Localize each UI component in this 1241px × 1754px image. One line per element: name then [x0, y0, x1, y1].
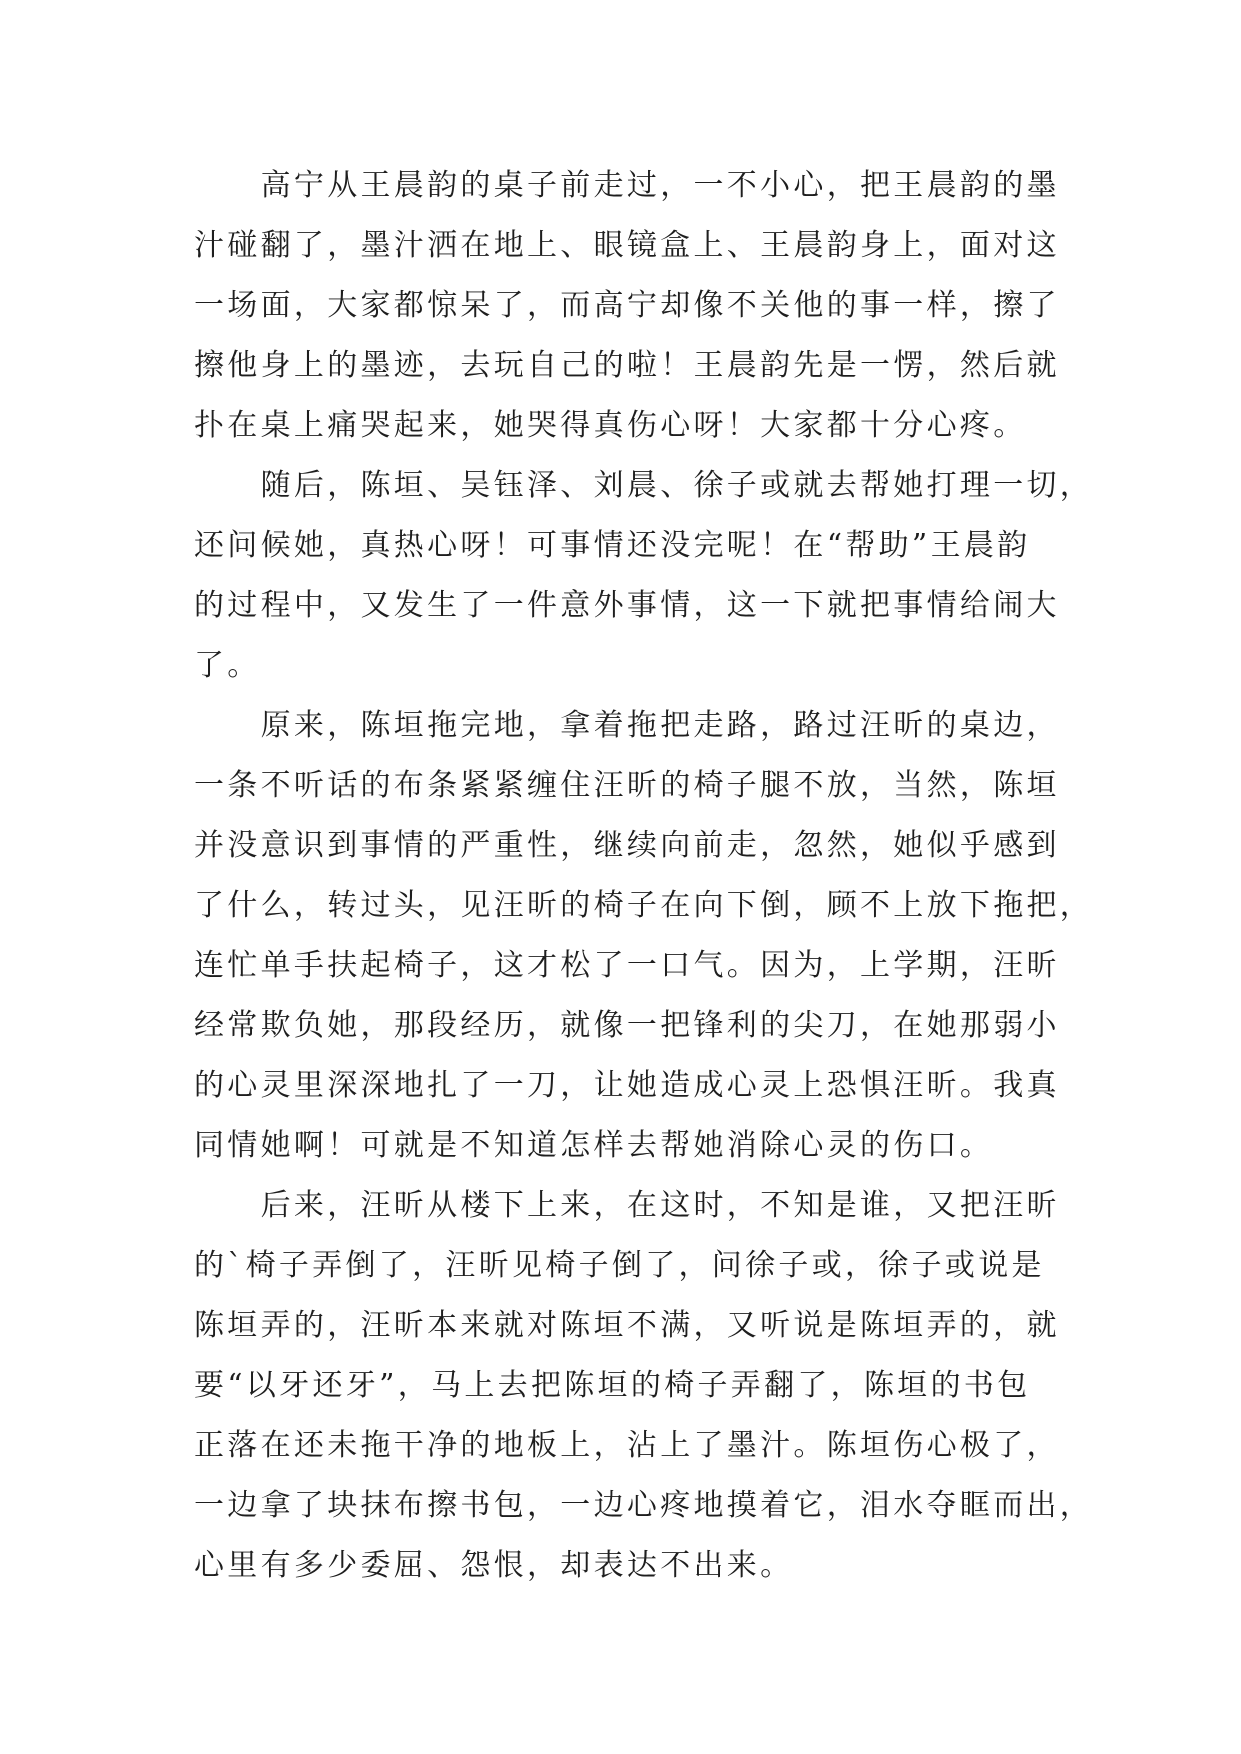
text-line: 了。	[194, 648, 261, 683]
text-line: 连忙单手扶起椅子，这才松了一口气。因为，上学期，汪昕	[194, 948, 1060, 983]
text-line: 正落在还未拖干净的地板上，沾上了墨汁。陈垣伤心极了，	[194, 1428, 1060, 1463]
text-line: 经常欺负她，那段经历，就像一把锋利的尖刀，在她那弱小	[194, 1008, 1060, 1043]
text-line: 原来，陈垣拖完地，拿着拖把走路，路过汪昕的桌边，	[260, 708, 1060, 743]
paragraph	[194, 1176, 1094, 1596]
text-line: 后来，汪昕从楼下上来，在这时，不知是谁，又把汪昕	[260, 1188, 1060, 1223]
text-line: 要“以牙还牙”，马上去把陈垣的椅子弄翻了，陈垣的书包	[194, 1368, 1031, 1403]
text-line: 高宁从王晨韵的桌子前走过，一不小心，把王晨韵的墨	[260, 168, 1060, 203]
text-line: 一场面，大家都惊呆了，而高宁却像不关他的事一样，擦了	[194, 288, 1060, 323]
text-line: 擦他身上的墨迹，去玩自己的啦！王晨韵先是一愣，然后就	[194, 348, 1060, 383]
text-line: 随后，陈垣、吴钰泽、刘晨、徐子或就去帮她打理一切，	[260, 468, 1094, 503]
document-body	[194, 156, 1094, 1596]
paragraph	[194, 156, 1094, 456]
text-line: 的过程中，又发生了一件意外事情，这一下就把事情给闹大	[194, 588, 1060, 623]
text-line: 还问候她，真热心呀！可事情还没完呢！在“帮助”王晨韵	[194, 528, 1031, 563]
text-line: 一边拿了块抹布擦书包，一边心疼地摸着它，泪水夺眶而出，	[194, 1488, 1094, 1523]
text-line: 了什么，转过头，见汪昕的椅子在向下倒，顾不上放下拖把，	[194, 888, 1094, 923]
text-line: 的心灵里深深地扎了一刀，让她造成心灵上恐惧汪昕。我真	[194, 1068, 1060, 1103]
text-line: 一条不听话的布条紧紧缠住汪昕的椅子腿不放，当然，陈垣	[194, 768, 1060, 803]
text-line: 心里有多少委屈、怨恨，却表达不出来。	[194, 1548, 794, 1583]
paragraph	[194, 456, 1094, 696]
text-line: 的`椅子弄倒了，汪昕见椅子倒了，问徐子或，徐子或说是	[194, 1248, 1045, 1283]
text-line: 同情她啊！可就是不知道怎样去帮她消除心灵的伤口。	[194, 1128, 994, 1163]
paragraph	[194, 696, 1094, 1176]
text-line: 并没意识到事情的严重性，继续向前走，忽然，她似乎感到	[194, 828, 1060, 863]
text-line: 扑在桌上痛哭起来，她哭得真伤心呀！大家都十分心疼。	[194, 408, 1027, 443]
text-line: 汁碰翻了，墨汁洒在地上、眼镜盒上、王晨韵身上，面对这	[194, 228, 1060, 263]
text-line: 陈垣弄的，汪昕本来就对陈垣不满，又听说是陈垣弄的，就	[194, 1308, 1060, 1343]
